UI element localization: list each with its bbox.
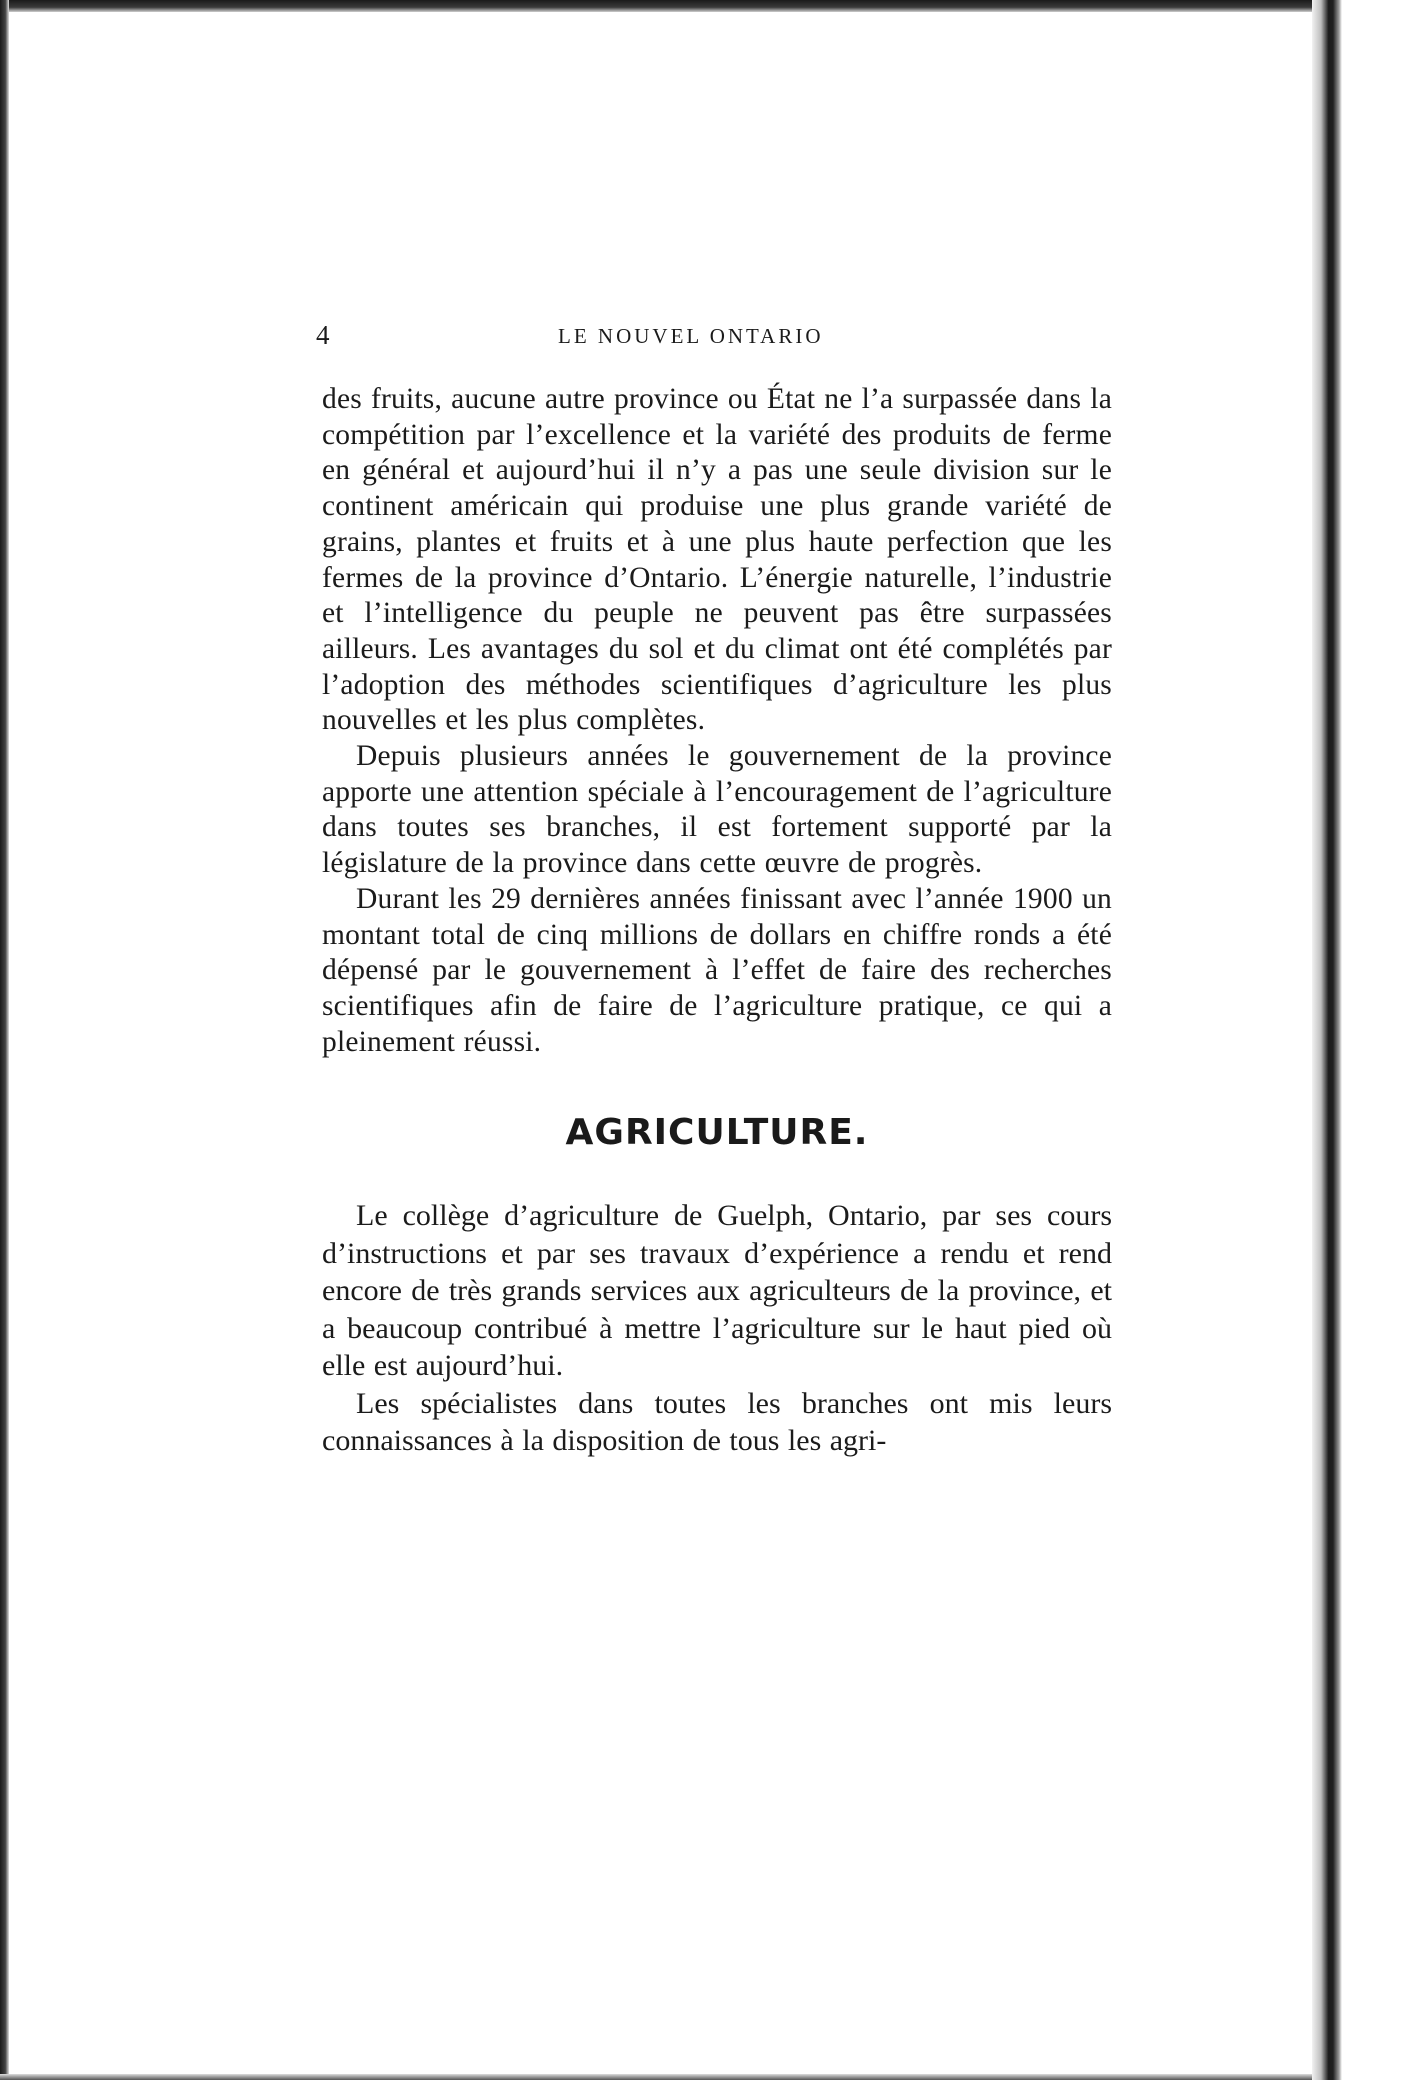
facing-page-margin: [1342, 0, 1424, 2080]
scan-edge-top: [0, 0, 1424, 12]
running-head-title: LE NOUVEL ONTARIO: [558, 324, 824, 348]
section-heading: AGRICULTURE.: [565, 1112, 869, 1154]
running-head: [316, 320, 1112, 360]
paragraph-college-guelph: Le collège d’agriculture de Guelph, Ontario, par ses cours d’instructions et par ses travaux d’expérience a rendu et rend encore de très grands services aux agriculteurs de la province, et a beaucoup contribué à mettre l’agriculture sur le haut pied où elle est aujourd’hui.: [322, 1199, 1112, 1383]
paragraph-specialistes: Les spécialistes dans toutes les branches ont mis leurs connaissances à la disposition de tous les agri-: [322, 1386, 1112, 1458]
scan-edge-bottom: [0, 2074, 1424, 2080]
paragraph-continuation: des fruits, aucune autre province ou État ne l’a surpassée dans la compétition par l’excellence et la variété des produits de ferme en général et aujourd’hui il n’y a pas une seule division sur le continent américain qui produise une plus grande variété de grains, plantes et fruits et à une plus haute perfection que les fermes de la province d’Ontario. L’énergie naturelle, l’industrie et l’intelligence du peuple ne peuvent pas être surpassées ailleurs. Les avantages du sol et du climat ont été complétés par l’adoption des méthodes scientifiques d’agriculture les plus nouvelles et les plus complètes.: [322, 383, 1112, 737]
paragraph-depenses: Durant les 29 dernières années finissant avec l’année 1900 un montant total de cinq millions de dollars en chiffre ronds a été dépensé par le gouvernement à l’effet de faire des recherches scientifiques afin de faire de l’agriculture pratique, ce qui a pleinement réussi.: [322, 882, 1112, 1058]
paragraph-gouvernement: Depuis plusieurs années le gouvernement de la province apporte une attention spéciale à l’encouragement de l’agriculture dans toutes ses branches, il est fortement supporté par la législature de la province dans cette œuvre de progrès.: [322, 740, 1112, 880]
scan-edge-left: [0, 0, 9, 2080]
page-number: 4: [316, 320, 330, 350]
page-gutter-divider: [1312, 0, 1342, 2080]
book-page: [316, 320, 1112, 1460]
